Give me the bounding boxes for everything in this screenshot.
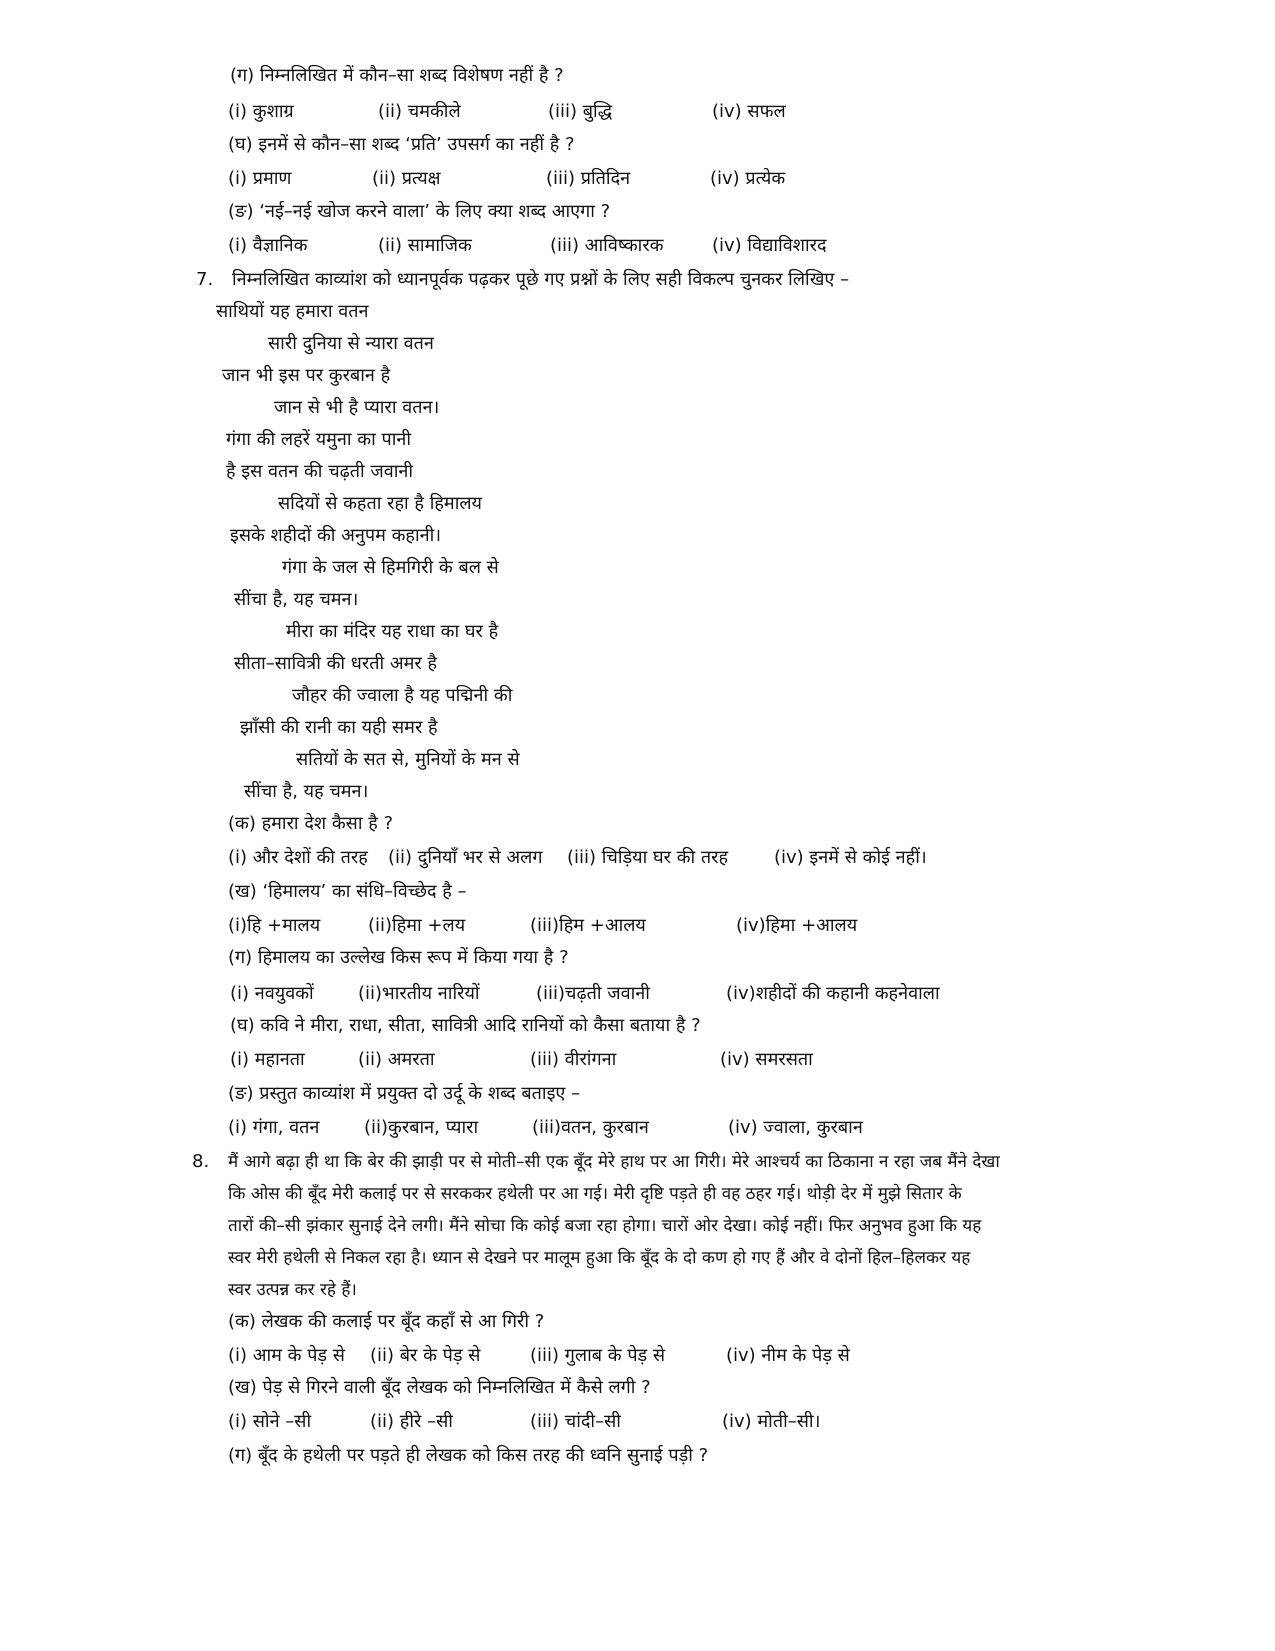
poem-line-10: सींचा है, यह चमन। xyxy=(234,589,359,610)
q6-gha-option-3: (iii) प्रतिदिन xyxy=(546,168,631,189)
q8-ka-option-3: (iii) गुलाब के पेड़ से xyxy=(530,1345,666,1366)
q8-kha-option-4: (iv) मोती–सी। xyxy=(722,1411,821,1432)
poem-line-7: सदियों से कहता रहा है हिमालय xyxy=(278,493,482,514)
q8-ka-option-1: (i) आम के पेड़ से xyxy=(228,1345,345,1366)
q7-nga-option-3: (iii)वतन, कुरबान xyxy=(532,1117,649,1138)
q8-kha-option-3: (iii) चांदी–सी xyxy=(530,1411,621,1432)
q8-passage-line-2: कि ओस की बूँद मेरी कलाई पर से सरककर हथेली पर आ गई। मेरी दृष्टि पड़ते ही वह ठहर गई। थोड़ी देर में मुझे सितार के xyxy=(228,1184,962,1204)
poem-line-8: इसके शहीदों की अनुपम कहानी। xyxy=(230,525,442,546)
q7-kha-option-1: (i)हि +मालय xyxy=(228,915,321,936)
q7-ga-option-3: (iii)चढ़ती जवानी xyxy=(536,983,650,1004)
poem-line-6: है इस वतन की चढ़ती जवानी xyxy=(226,461,414,482)
q7-ka-option-2: (ii) दुनियाँ भर से अलग xyxy=(388,847,543,868)
poem-line-11: मीरा का मंदिर यह राधा का घर है xyxy=(286,621,499,642)
poem-line-13: जौहर की ज्वाला है यह पद्मिनी की xyxy=(292,685,513,706)
q6-gha-option-2: (ii) प्रत्यक्ष xyxy=(372,168,441,189)
q7-gha-option-2: (ii) अमरता xyxy=(358,1049,435,1070)
poem-line-3: जान भी इस पर कुरबान है xyxy=(222,365,391,386)
q8-ga-question: (ग) बूँद के हथेली पर पड़ते ही लेखक को किस तरह की ध्वनि सुनाई पड़ी ? xyxy=(228,1445,709,1466)
poem-line-1: साथियों यह हमारा वतन xyxy=(216,301,369,322)
q7-nga-option-4: (iv) ज्वाला, कुरबान xyxy=(728,1117,863,1138)
q6-ga-option-4: (iv) सफल xyxy=(712,101,786,122)
q7-instruction: निम्नलिखित काव्यांश को ध्यानपूर्वक पढ़कर पूछे गए प्रश्नों के लिए सही विकल्प चुनकर लिखिए – xyxy=(232,269,850,290)
q6-ga-option-2: (ii) चमकीले xyxy=(378,101,461,122)
q8-ka-question: (क) लेखक की कलाई पर बूँद कहाँ से आ गिरी ? xyxy=(228,1311,545,1332)
q7-kha-option-3: (iii)हिम +आलय xyxy=(530,915,646,936)
q8-ka-option-2: (ii) बेर के पेड़ से xyxy=(370,1345,481,1366)
q8-passage-line-3: तारों की–सी झंकार सुनाई देने लगी। मैंने सोचा कि कोई बजा रहा होगा। चारों ओर देखा। कोई नहीं। फिर अनुभव हुआ कि यह xyxy=(228,1216,982,1236)
poem-line-5: गंगा की लहरें यमुना का पानी xyxy=(226,429,412,450)
q7-kha-option-4: (iv)हिमा +आलय xyxy=(736,915,858,936)
q7-ga-option-2: (ii)भारतीय नारियों xyxy=(358,983,480,1004)
q7-ga-option-1: (i) नवयुवकों xyxy=(230,983,314,1004)
q7-ka-option-4: (iv) इनमें से कोई नहीं। xyxy=(774,847,927,868)
q6-nga-option-3: (iii) आविष्कारक xyxy=(550,235,664,256)
q6-nga-option-2: (ii) सामाजिक xyxy=(378,235,472,256)
poem-line-12: सीता–सावित्री की धरती अमर है xyxy=(234,653,438,674)
q7-number: 7. xyxy=(196,269,214,290)
poem-line-9: गंगा के जल से हिमगिरी के बल से xyxy=(282,557,499,578)
q7-nga-option-2: (ii)कुरबान, प्यारा xyxy=(364,1117,479,1138)
q6-gha-option-1: (i) प्रमाण xyxy=(228,168,292,189)
q7-ga-option-4: (iv)शहीदों की कहानी कहनेवाला xyxy=(726,983,940,1004)
poem-line-4: जान से भी है प्यारा वतन। xyxy=(274,397,440,418)
q7-kha-question: (ख) ‘हिमालय’ का संधि–विच्छेद है – xyxy=(228,881,467,902)
q8-number: 8. xyxy=(192,1151,210,1172)
q6-ga-option-3: (iii) बुद्धि xyxy=(548,101,613,122)
q7-gha-option-4: (iv) समरसता xyxy=(720,1049,813,1070)
q7-gha-option-1: (i) महानता xyxy=(230,1049,305,1070)
q8-passage-line-4: स्वर मेरी हथेली से निकल रहा है। ध्यान से देखने पर मालूम हुआ कि बूँद के दो कण हो गए हैं और वे दोनों हिल–हिलकर यह xyxy=(228,1248,971,1268)
q7-gha-option-3: (iii) वीरांगना xyxy=(530,1049,617,1070)
q7-ka-option-3: (iii) चिड़िया घर की तरह xyxy=(567,847,729,868)
q6-gha-option-4: (iv) प्रत्येक xyxy=(710,168,786,189)
poem-line-15: सतियों के सत से, मुनियों के मन से xyxy=(296,749,520,770)
q7-kha-option-2: (ii)हिमा +लय xyxy=(368,915,466,936)
q6-nga-option-4: (iv) विद्याविशारद xyxy=(712,235,827,256)
q8-kha-question: (ख) पेड़ से गिरने वाली बूँद लेखक को निम्नलिखित में कैसे लगी ? xyxy=(228,1377,651,1398)
q7-nga-option-1: (i) गंगा, वतन xyxy=(228,1117,320,1138)
q6-nga-option-1: (i) वैज्ञानिक xyxy=(228,235,308,256)
poem-line-2: सारी दुनिया से न्यारा वतन xyxy=(268,333,434,354)
q7-ka-question: (क) हमारा देश कैसा है ? xyxy=(228,813,394,834)
q6-nga-question: (ङ) ‘नई–नई खोज करने वाला’ के लिए क्या शब्द आएगा ? xyxy=(228,201,611,222)
poem-line-14: झाँसी की रानी का यही समर है xyxy=(240,717,438,738)
q7-nga-question: (ङ) प्रस्तुत काव्यांश में प्रयुक्त दो उर्दू के शब्द बताइए – xyxy=(228,1083,581,1104)
q8-kha-option-1: (i) सोने –सी xyxy=(228,1411,312,1432)
q7-gha-question: (घ) कवि ने मीरा, राधा, सीता, सावित्री आदि रानियों को कैसा बताया है ? xyxy=(230,1015,701,1036)
q6-ga-option-1: (i) कुशाग्र xyxy=(228,101,294,122)
q6-ga-question: (ग) निम्नलिखित में कौन–सा शब्द विशेषण नहीं है ? xyxy=(230,65,564,86)
q8-ka-option-4: (iv) नीम के पेड़ से xyxy=(726,1345,850,1366)
poem-line-16: सींचा है, यह चमन। xyxy=(244,781,369,802)
q7-ga-question: (ग) हिमालय का उल्लेख किस रूप में किया गया है ? xyxy=(228,947,569,968)
q8-passage-line-1: मैं आगे बढ़ा ही था कि बेर की झाड़ी पर से मोती–सी एक बूँद मेरे हाथ पर आ गिरी। मेरे आश्चर्य का ठिकाना न रहा जब मैंने देखा xyxy=(228,1152,1000,1172)
q8-passage-line-5: स्वर उत्पन्न कर रहे हैं। xyxy=(228,1280,357,1300)
q7-ka-option-1: (i) और देशों की तरह xyxy=(228,847,368,868)
q6-gha-question: (घ) इनमें से कौन–सा शब्द ‘प्रति’ उपसर्ग का नहीं है ? xyxy=(228,134,575,155)
q8-kha-option-2: (ii) हीरे –सी xyxy=(370,1411,453,1432)
